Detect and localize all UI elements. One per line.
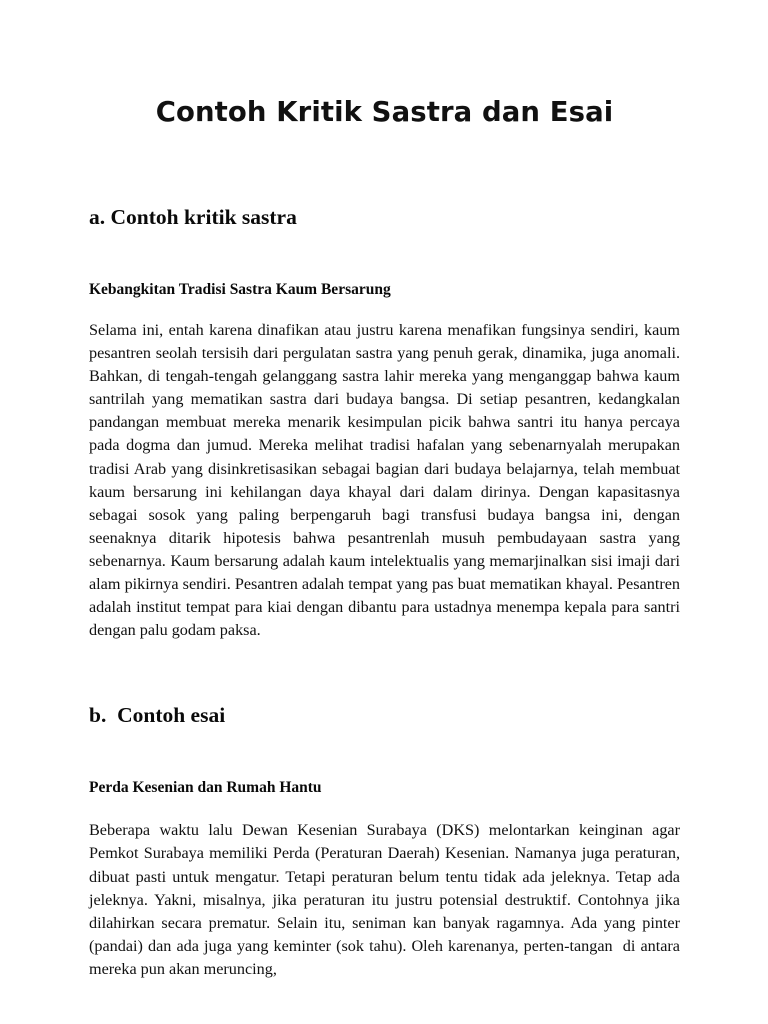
sub-heading-kebangkitan-tradisi-sastra-kaum-bersarung: Kebangkitan Tradisi Sastra Kaum Bersarung: [89, 281, 391, 298]
body-paragraph-kritik-sastra: Selama ini, entah karena dinafikan atau justru karena menafikan fungsinya sendiri, kaum pesantren seolah tersisih dari pergulatan sastra yang penuh gerak, dinamika, juga anomali. Bahkan, di tengah-tengah gelanggang sastra lahir mereka yang menganggap bahwa kaum santrilah yang mematikan sastra dari budaya bangsa. Di setiap pesantren, kedangkalan pandangan membuat mereka menarik kesimpulan picik bahwa santri itu hanya percaya pada dogma dan jumud. Mereka melihat tradisi hafalan yang sebenarnyalah merupakan tradisi Arab yang disinkretisasikan sebagai bagian dari budaya belajarnya, telah membuat kaum bersarung ini kehilangan daya khayal dari dalam dirinya. Dengan kapasitasnya sebagai sosok yang paling berpengaruh bagi transfusi budaya bangsa ini, dengan seenaknya ditarik hipotesis bahwa pesantrenlah musuh pembudayaan sastra yang sebenarnya. Kaum bersarung adalah kaum intelektualis yang memarjinalkan sisi imaji dari alam pikirnya sendiri. Pesantren adalah tempat yang pas buat mematikan khayal. Pesantren adalah institut tempat para kiai dengan dibantu para ustadnya menempa kepala para santri dengan palu godam paksa.: [89, 321, 685, 640]
section-heading-a: a. Contoh kritik sastra: [89, 205, 297, 229]
page-title: Contoh Kritik Sastra dan Esai: [155, 96, 614, 128]
body-paragraph-contoh-esai: Beberapa waktu lalu Dewan Kesenian Surabaya (DKS) melontarkan keinginan agar Pemkot Surabaya memiliki Perda (Peraturan Daerah) Kesenian. Namanya juga peraturan, dibuat pasti untuk mengatur. Tetapi peraturan belum tentu tidak ada jeleknya. Tetap ada jeleknya. Yakni, misalnya, jika peraturan itu justru potensial destruktif. Contohnya jika dilahirkan secara prematur. Selain itu, seniman kan banyak ragamnya. Ada yang pinter (pandai) dan ada juga yang keminter (sok tahu). Oleh karenanya, perten-tangan di antara mereka pun akan meruncing,: [89, 821, 685, 978]
sub-heading-perda-kesenian-dan-rumah-hantu: Perda Kesenian dan Rumah Hantu: [89, 779, 322, 797]
section-heading-b: b. Contoh esai: [89, 703, 226, 728]
